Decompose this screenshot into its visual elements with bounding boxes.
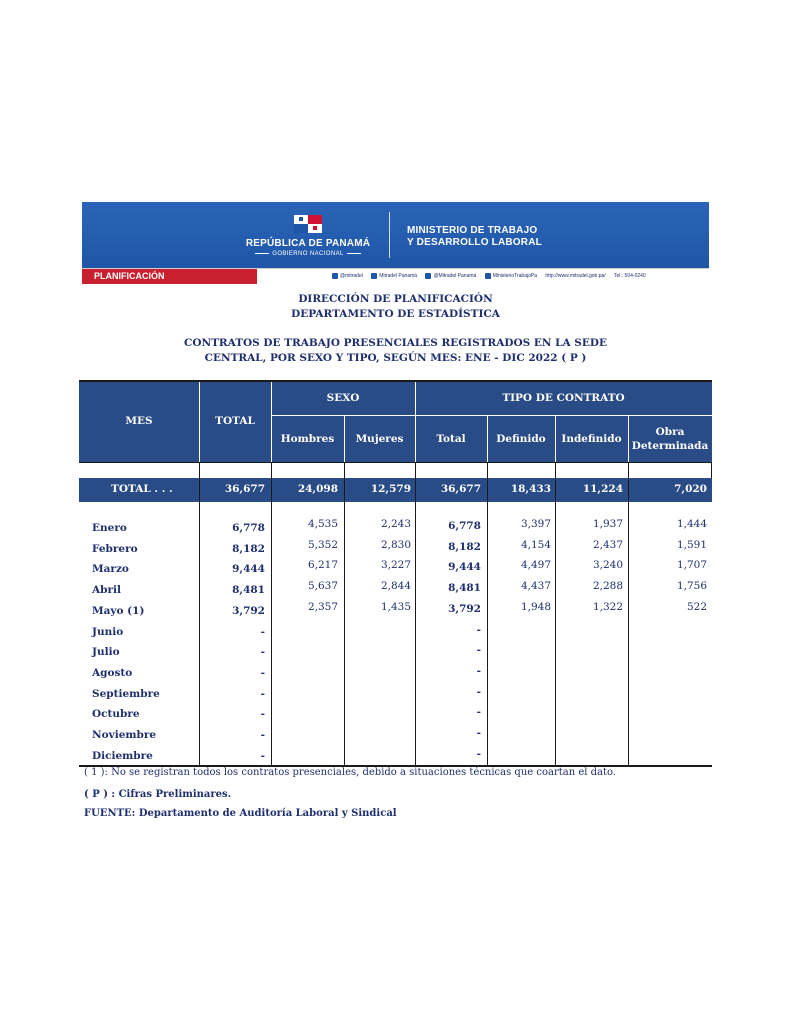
ministry-name — [407, 225, 542, 249]
month-label: Diciembre — [92, 749, 153, 762]
contracts-table — [79, 380, 712, 766]
table-title-line-2: CENTRAL, POR SEXO Y TIPO, SEGÚN MES: ENE - DIC 2022 ( P ) — [204, 352, 587, 364]
value-cell: 6,217 — [307, 559, 338, 572]
grid-line — [711, 462, 712, 478]
value-cell: 522 — [686, 600, 707, 613]
youtube-icon — [485, 273, 491, 279]
grid-line — [487, 462, 488, 766]
table-top-border — [79, 380, 712, 382]
grid-line — [199, 462, 200, 766]
value-cell: 8,481 — [232, 584, 265, 597]
total-cell: 24,098 — [297, 483, 338, 495]
grid-line — [415, 462, 416, 766]
panama-flag-icon — [294, 215, 322, 233]
value-cell: 3,792 — [448, 602, 481, 615]
value-cell: - — [260, 646, 265, 659]
value-cell: 6,778 — [448, 520, 481, 532]
value-cell: 8,182 — [232, 542, 265, 555]
header-definido: Definido — [487, 416, 555, 462]
value-cell: 4,497 — [520, 559, 551, 572]
header-sexo: SEXO — [271, 380, 415, 416]
department-heading: DEPARTAMENTO DE ESTADÍSTICA — [291, 308, 500, 320]
header-sep — [271, 380, 272, 462]
social-twitter[interactable]: @mitradel — [332, 273, 363, 279]
value-cell: - — [476, 727, 481, 739]
value-cell: - — [476, 685, 481, 698]
grid-line — [555, 462, 556, 766]
month-label: Mayo (1) — [92, 604, 145, 617]
header-obra-line-2: Determinada — [631, 440, 709, 452]
header-sep — [344, 416, 345, 462]
preliminary-note: ( P ) : Cifras Preliminares. — [84, 789, 232, 800]
month-label: Junio — [92, 625, 124, 638]
banner-background — [82, 202, 709, 268]
facebook-icon — [371, 273, 377, 279]
value-cell: 1,322 — [592, 600, 623, 613]
header-mujeres: Mujeres — [344, 416, 415, 462]
month-label: Marzo — [92, 563, 129, 576]
value-cell: 9,444 — [448, 561, 481, 574]
value-cell: 2,830 — [380, 538, 411, 551]
value-cell: 1,948 — [520, 600, 551, 613]
government-label — [242, 251, 374, 257]
month-label: Noviembre — [92, 729, 157, 741]
total-cell: 7,020 — [674, 483, 707, 495]
header-sep — [487, 416, 488, 462]
value-cell: 4,535 — [307, 518, 338, 530]
header-banner — [82, 202, 709, 284]
ministry-line-2: Y DESARROLLO LABORAL — [407, 237, 542, 248]
value-cell: 5,637 — [307, 580, 338, 593]
header-mes: MES — [79, 380, 199, 462]
value-cell: - — [476, 747, 481, 760]
value-cell: 1,435 — [380, 600, 411, 613]
value-cell: 4,437 — [520, 580, 551, 593]
government-text: GOBIERNO NACIONAL — [272, 251, 344, 257]
value-cell: 8,182 — [448, 540, 481, 553]
value-cell: 2,243 — [380, 518, 411, 530]
value-cell: 2,357 — [307, 600, 338, 613]
header-tipo-contrato: TIPO DE CONTRATO — [415, 380, 712, 416]
month-label: Abril — [92, 584, 121, 597]
value-cell: - — [260, 625, 265, 638]
grid-line — [79, 462, 712, 463]
header-indefinido: Indefinido — [555, 416, 628, 462]
value-cell: 4,154 — [520, 538, 551, 551]
month-label: Septiembre — [92, 687, 160, 700]
value-cell: - — [260, 749, 265, 762]
total-cell: 11,224 — [582, 483, 623, 495]
value-cell: - — [476, 706, 481, 719]
header-hombres: Hombres — [271, 416, 344, 462]
ministry-line-1: MINISTERIO DE TRABAJO — [407, 225, 538, 236]
header-tipo-total: Total — [415, 416, 487, 462]
value-cell: 1,707 — [676, 559, 707, 572]
value-cell: - — [476, 644, 481, 657]
header-sep — [555, 416, 556, 462]
value-cell: 1,444 — [676, 518, 707, 530]
value-cell: 2,437 — [592, 538, 623, 551]
grid-line — [344, 462, 345, 766]
value-cell: 3,227 — [380, 559, 411, 572]
direction-heading: DIRECCIÓN DE PLANIFICACIÓN — [298, 293, 493, 305]
value-cell: 1,756 — [676, 580, 707, 593]
value-cell: - — [260, 729, 265, 741]
value-cell: 1,937 — [592, 518, 623, 530]
value-cell: 2,844 — [380, 580, 411, 593]
header-obra-determinada — [628, 416, 712, 462]
header-obra-line-1: Obra — [655, 426, 685, 438]
header-sep — [199, 380, 200, 462]
social-links — [332, 269, 653, 284]
value-cell: 6,778 — [232, 522, 265, 534]
header-sep — [415, 380, 416, 462]
republic-name: REPÚBLICA DE PANAMÁ — [245, 238, 371, 249]
value-cell: 3,397 — [520, 518, 551, 530]
month-label: Febrero — [92, 542, 138, 555]
value-cell: 3,792 — [232, 604, 265, 617]
value-cell: - — [260, 687, 265, 700]
header-sep — [271, 415, 712, 416]
twitter-icon — [332, 273, 338, 279]
footnote: ( 1 ): No se registran todos los contratos presenciales, debido a situaciones técnicas que coartan el dato. — [84, 767, 617, 778]
header-sep — [628, 416, 629, 462]
total-cell: 36,677 — [224, 483, 265, 495]
month-label: Julio — [92, 646, 120, 659]
value-cell: - — [476, 623, 481, 636]
value-cell: 3,240 — [592, 559, 623, 572]
banner-divider — [389, 212, 390, 258]
social-facebook[interactable]: Mitradel Panamá — [371, 273, 417, 279]
value-cell: 1,591 — [676, 538, 707, 551]
website-link[interactable]: http://www.mitradel.gob.pa/ — [545, 273, 606, 279]
total-cell: 12,579 — [370, 483, 411, 495]
grid-line — [628, 462, 629, 766]
total-cell: 36,677 — [440, 483, 481, 495]
grid-line — [271, 462, 272, 766]
value-cell: - — [260, 666, 265, 679]
total-row-label: TOTAL . . . — [111, 483, 173, 495]
value-cell: 8,481 — [448, 582, 481, 595]
month-label: Octubre — [92, 708, 140, 721]
value-cell: 2,288 — [592, 580, 623, 593]
value-cell: - — [260, 708, 265, 721]
section-tag: PLANIFICACIÓN — [82, 269, 257, 284]
header-total: TOTAL — [199, 380, 271, 462]
phone-number: Tel.: 504-0240 — [614, 273, 646, 279]
total-cell: 18,433 — [510, 483, 551, 495]
social-youtube[interactable]: MinisterioTrabajoPa — [485, 273, 537, 279]
table-title-line-1: CONTRATOS DE TRABAJO PRESENCIALES REGISTRADOS EN LA SEDE — [183, 337, 607, 349]
month-label: Enero — [92, 522, 127, 534]
value-cell: 9,444 — [232, 563, 265, 576]
source-note: FUENTE: Departamento de Auditoría Laboral y Sindical — [84, 808, 397, 819]
value-cell: 5,352 — [307, 538, 338, 551]
social-instagram[interactable]: @Mitradel Panamá — [425, 273, 476, 279]
instagram-icon — [425, 273, 431, 279]
value-cell: - — [476, 664, 481, 677]
month-label: Agosto — [92, 666, 133, 679]
